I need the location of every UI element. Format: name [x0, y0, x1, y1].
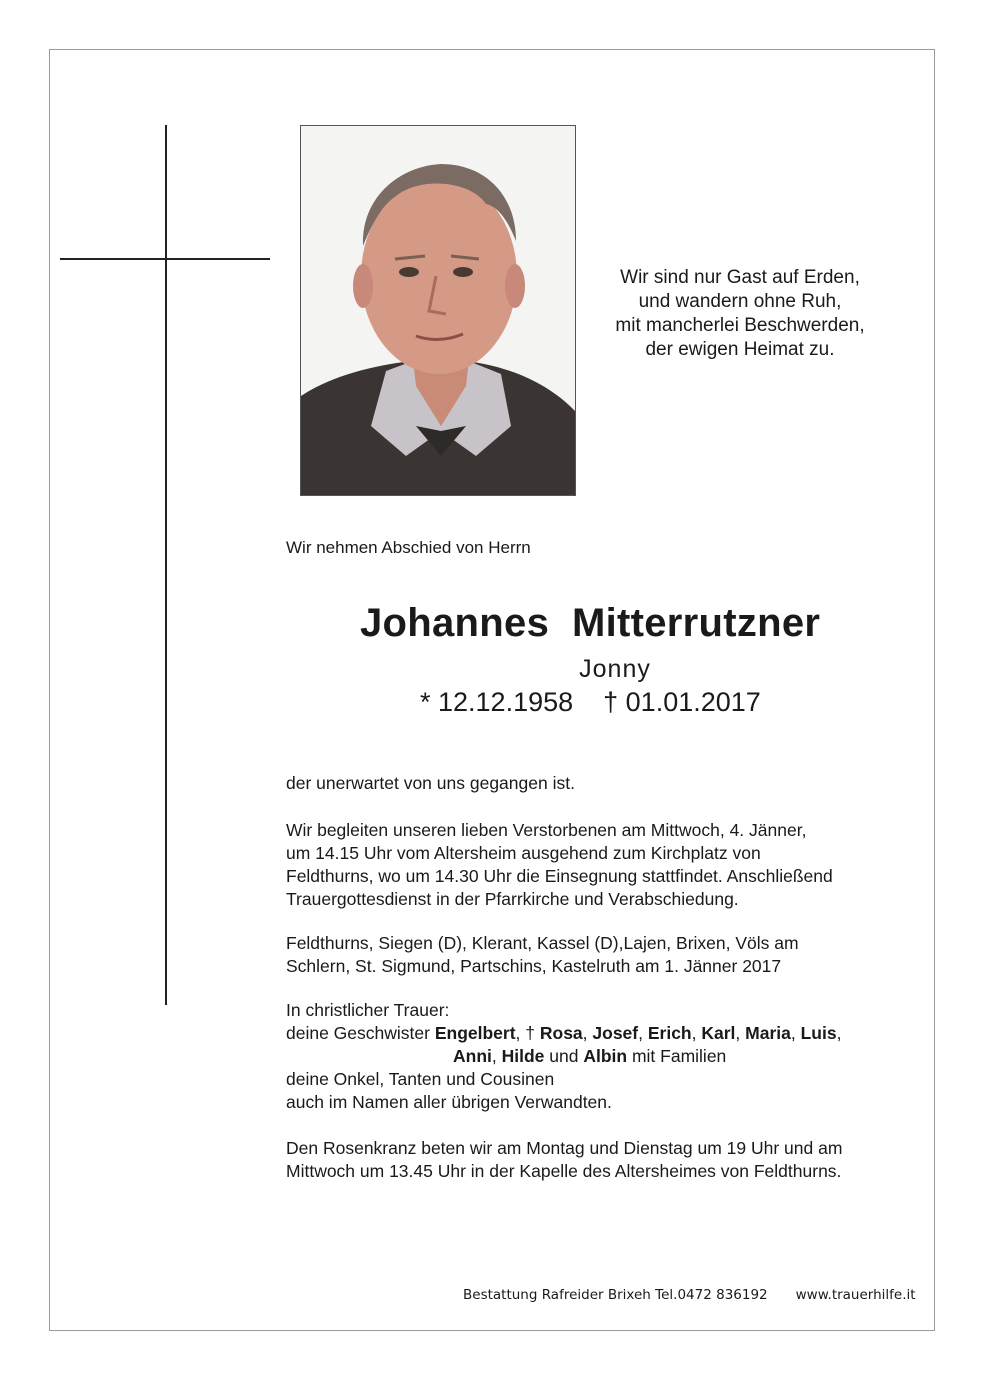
cross-horizontal-bar	[60, 258, 270, 260]
sibling-name: Erich	[647, 1023, 692, 1043]
portrait-photo	[300, 125, 576, 496]
poem-line: der ewigen Heimat zu.	[645, 339, 835, 360]
passed-away-text	[286, 772, 926, 795]
text-line: Mittwoch um 13.45 Uhr in der Kapelle des Altersheimes von Feldthurns.	[286, 1161, 842, 1181]
memorial-poem	[580, 266, 900, 362]
poem-line: und wandern ohne Ruh,	[638, 291, 842, 312]
relatives-line: deine Onkel, Tanten und Cousinen	[286, 1069, 555, 1089]
separator: ,	[638, 1023, 648, 1043]
separator: ,	[491, 1046, 502, 1066]
separator: mit Familien	[627, 1046, 727, 1066]
mourning-heading: In christlicher Trauer:	[286, 1000, 450, 1020]
siblings-line-2	[286, 1045, 926, 1068]
mourners-section	[286, 999, 926, 1114]
siblings-prefix: deine Geschwister	[286, 1023, 435, 1043]
text-line: um 14.15 Uhr vom Altersheim ausgehend zum Kirchplatz von	[286, 843, 761, 863]
sibling-name: Josef	[592, 1023, 639, 1043]
deceased-name: Johannes Mitterrutzner	[360, 601, 821, 645]
footer	[463, 1287, 916, 1303]
sibling-name: Albin	[583, 1046, 628, 1066]
life-dates	[420, 687, 761, 718]
undertaker-info: Bestattung Rafreider Brixeh Tel.0472 836192	[463, 1287, 768, 1303]
sibling-name: Engelbert	[434, 1023, 516, 1043]
sibling-name: Hilde	[501, 1046, 545, 1066]
poem-line: mit mancherlei Beschwerden,	[615, 315, 865, 336]
text-line: Feldthurns, Siegen (D), Klerant, Kassel (D),Lajen, Brixen, Völs am	[286, 933, 799, 953]
siblings-names	[453, 1046, 726, 1066]
separator: ,	[691, 1023, 702, 1043]
sibling-name: Anni	[453, 1046, 492, 1066]
separator: , †	[515, 1023, 540, 1043]
death-date: † 01.01.2017	[603, 687, 761, 717]
text-line: der unerwartet von uns gegangen ist.	[286, 773, 575, 793]
sibling-name: Maria	[745, 1023, 791, 1043]
text-line: Feldthurns, wo um 14.30 Uhr die Einsegnung stattfindet. Anschließend	[286, 866, 833, 886]
text-line: Schlern, St. Sigmund, Partschins, Kastelruth am 1. Jänner 2017	[286, 956, 782, 976]
separator: ,	[735, 1023, 746, 1043]
text-line: Wir begleiten unseren lieben Verstorbenen am Mittwoch, 4. Jänner,	[286, 820, 807, 840]
funeral-announcement	[286, 819, 926, 911]
deceased-nickname: Jonny	[579, 655, 651, 683]
intro-text: Wir nehmen Abschied von Herrn	[286, 538, 531, 557]
siblings-names	[435, 1023, 842, 1043]
others-line: auch im Namen aller übrigen Verwandten.	[286, 1092, 612, 1112]
sibling-name: Rosa	[539, 1023, 583, 1043]
text-line: Trauergottesdienst in der Pfarrkirche und Verabschiedung.	[286, 889, 739, 909]
rosary-announcement	[286, 1137, 926, 1183]
siblings-line-1	[286, 1022, 926, 1045]
cross-vertical-bar	[165, 125, 167, 1005]
sibling-name: Luis	[800, 1023, 837, 1043]
separator: ,	[582, 1023, 593, 1043]
website-link[interactable]: www.trauerhilfe.it	[795, 1287, 916, 1303]
sibling-name: Karl	[701, 1023, 736, 1043]
separator: und	[544, 1046, 584, 1066]
separator: ,	[790, 1023, 801, 1043]
places-and-date	[286, 932, 926, 978]
text-line: Den Rosenkranz beten wir am Montag und Dienstag um 19 Uhr und am	[286, 1138, 843, 1158]
birth-date: * 12.12.1958	[420, 687, 574, 717]
poem-line: Wir sind nur Gast auf Erden,	[620, 267, 860, 288]
separator: ,	[836, 1023, 842, 1043]
